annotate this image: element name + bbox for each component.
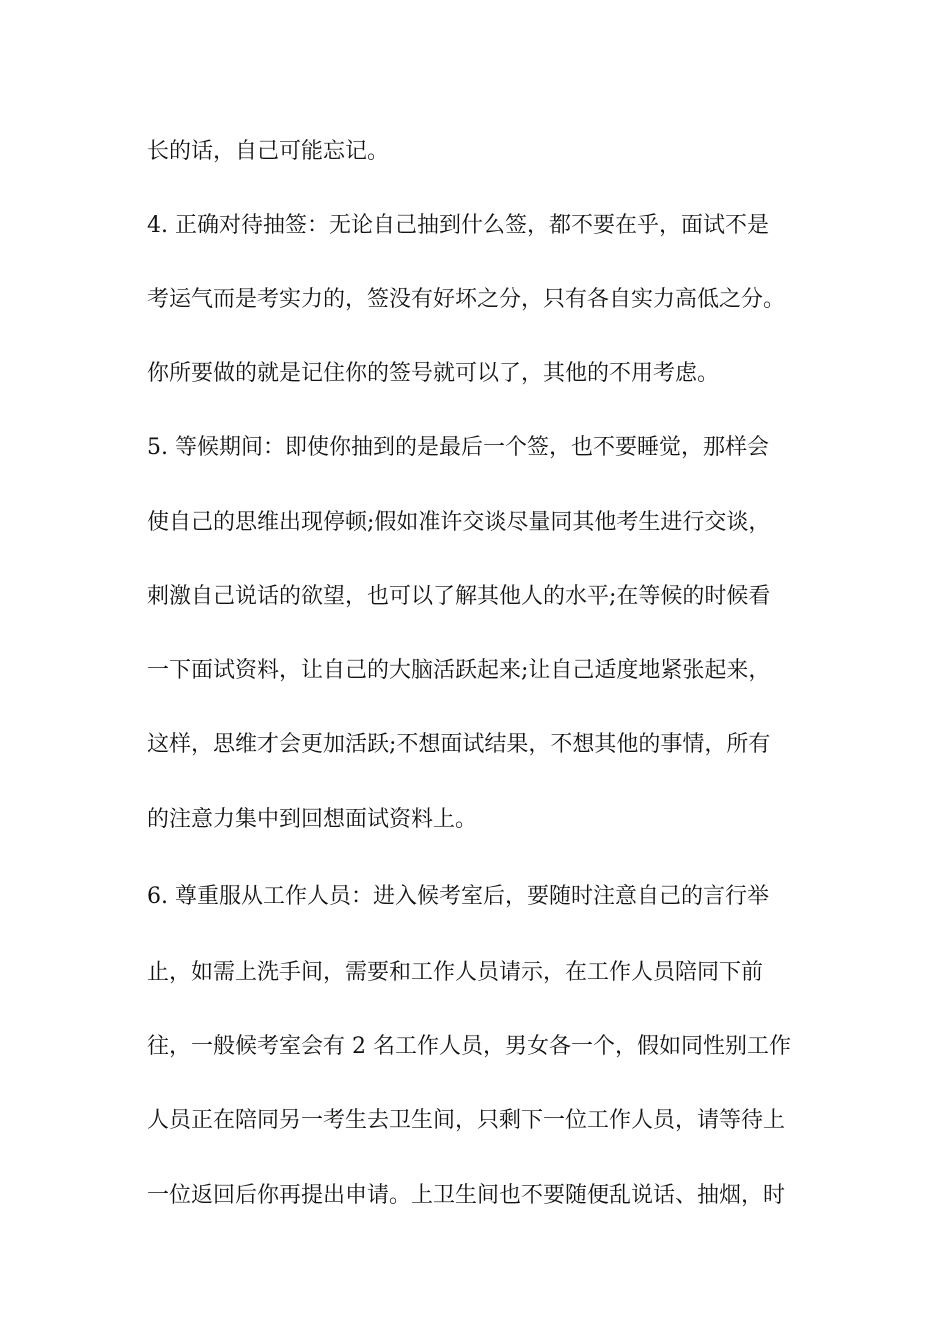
text-line: 止，如需上洗手间，需要和工作人员请示，在工作人员陪同下前 — [147, 960, 764, 985]
text-line: 一下面试资料，让自己的大脑活跃起来;让自己适度地紧张起来， — [147, 658, 771, 683]
text-line: 你所要做的就是记住你的签号就可以了，其他的不用考虑。 — [147, 361, 720, 386]
text-line: 长的话，自己可能忘记。 — [147, 139, 390, 164]
text-line: 往，一般候考室会有 2 名工作人员，男女各一个，假如同性别工作 — [147, 1034, 791, 1059]
text-line: 考运气而是考实力的，签没有好坏之分，只有各自实力高低之分。 — [147, 287, 786, 312]
text-line: 的注意力集中到回想面试资料上。 — [147, 807, 478, 832]
text-line: 人员正在陪同另一考生去卫生间，只剩下一位工作人员，请等待上 — [147, 1108, 786, 1133]
text-line: 这样，思维才会更加活跃;不想面试结果，不想其他的事情，所有 — [147, 732, 771, 757]
text-line: 6. 尊重服从工作人员：进入候考室后，要随时注意自己的言行举 — [147, 884, 769, 909]
text-line: 使自己的思维出现停顿;假如准许交谈尽量同其他考生进行交谈， — [147, 510, 771, 535]
text-line: 4. 正确对待抽签：无论自己抽到什么签，都不要在乎，面试不是 — [147, 213, 769, 238]
text-line: 刺激自己说话的欲望，也可以了解其他人的水平;在等候的时候看 — [147, 584, 771, 609]
text-line: 一位返回后你再提出申请。上卫生间也不要随便乱说话、抽烟，时 — [147, 1183, 786, 1208]
text-line: 5. 等候期间：即使你抽到的是最后一个签，也不要睡觉，那样会 — [147, 435, 769, 460]
